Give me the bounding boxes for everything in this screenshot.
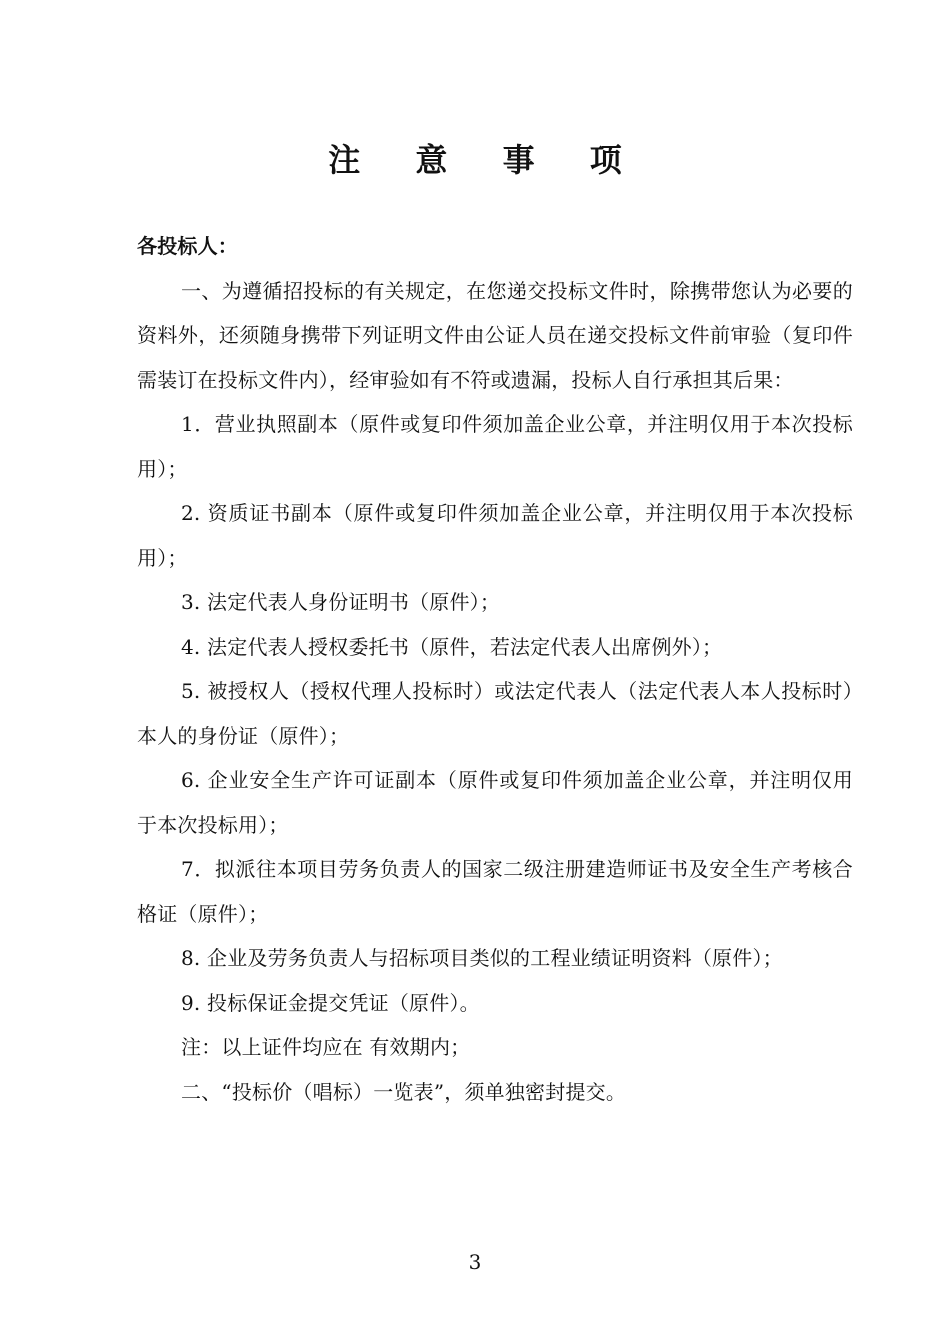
page-title: 注 意 事 项 [328, 141, 644, 179]
page-number: 3 [468, 1250, 482, 1274]
salutation: 各投标人： [137, 234, 238, 258]
paragraph-two: 二、“投标价（唱标）一览表”，须单独密封提交。 [181, 1079, 627, 1104]
notice-body [137, 224, 853, 1114]
list-item-8: 8. 企业及劳务负责人与招标项目类似的工程业绩证明资料（原件）； [181, 946, 783, 970]
paragraph-intro: 一、为遵循招投标的有关规定，在您递交投标文件时，除携带您认为必要的资料外，还须随身携带下列证明文件由公证人员在递交投标文件前审验（复印件需装订在投标文件内），经审验如有不符或遗漏，投标人自行承担其后果： [137, 278, 853, 392]
list-item-4: 4. 法定代表人授权委托书（原件，若法定代表人出席例外）； [181, 634, 723, 659]
list-item-7: 7．拟派往本项目劳务负责人的国家二级注册建造师证书及安全生产考核合格证（原件）； [137, 857, 853, 926]
list-item-5: 5. 被授权人（授权代理人投标时）或法定代表人（法定代表人本人投标时）本人的身份证（原件）； [137, 679, 853, 748]
list-item-2: 2. 资质证书副本（原件或复印件须加盖企业公章，并注明仅用于本次投标用）； [137, 501, 853, 570]
list-item-3: 3. 法定代表人身份证明书（原件）； [181, 590, 501, 614]
note-paragraph: 注：以上证件均应在 有效期内； [181, 1035, 471, 1059]
list-item-9: 9. 投标保证金提交凭证（原件）。 [181, 990, 480, 1015]
list-item-6: 6. 企业安全生产许可证副本（原件或复印件须加盖企业公章，并注明仅用于本次投标用）； [137, 768, 853, 837]
list-item-1: 1．营业执照副本（原件或复印件须加盖企业公章，并注明仅用于本次投标用）； [137, 412, 853, 481]
